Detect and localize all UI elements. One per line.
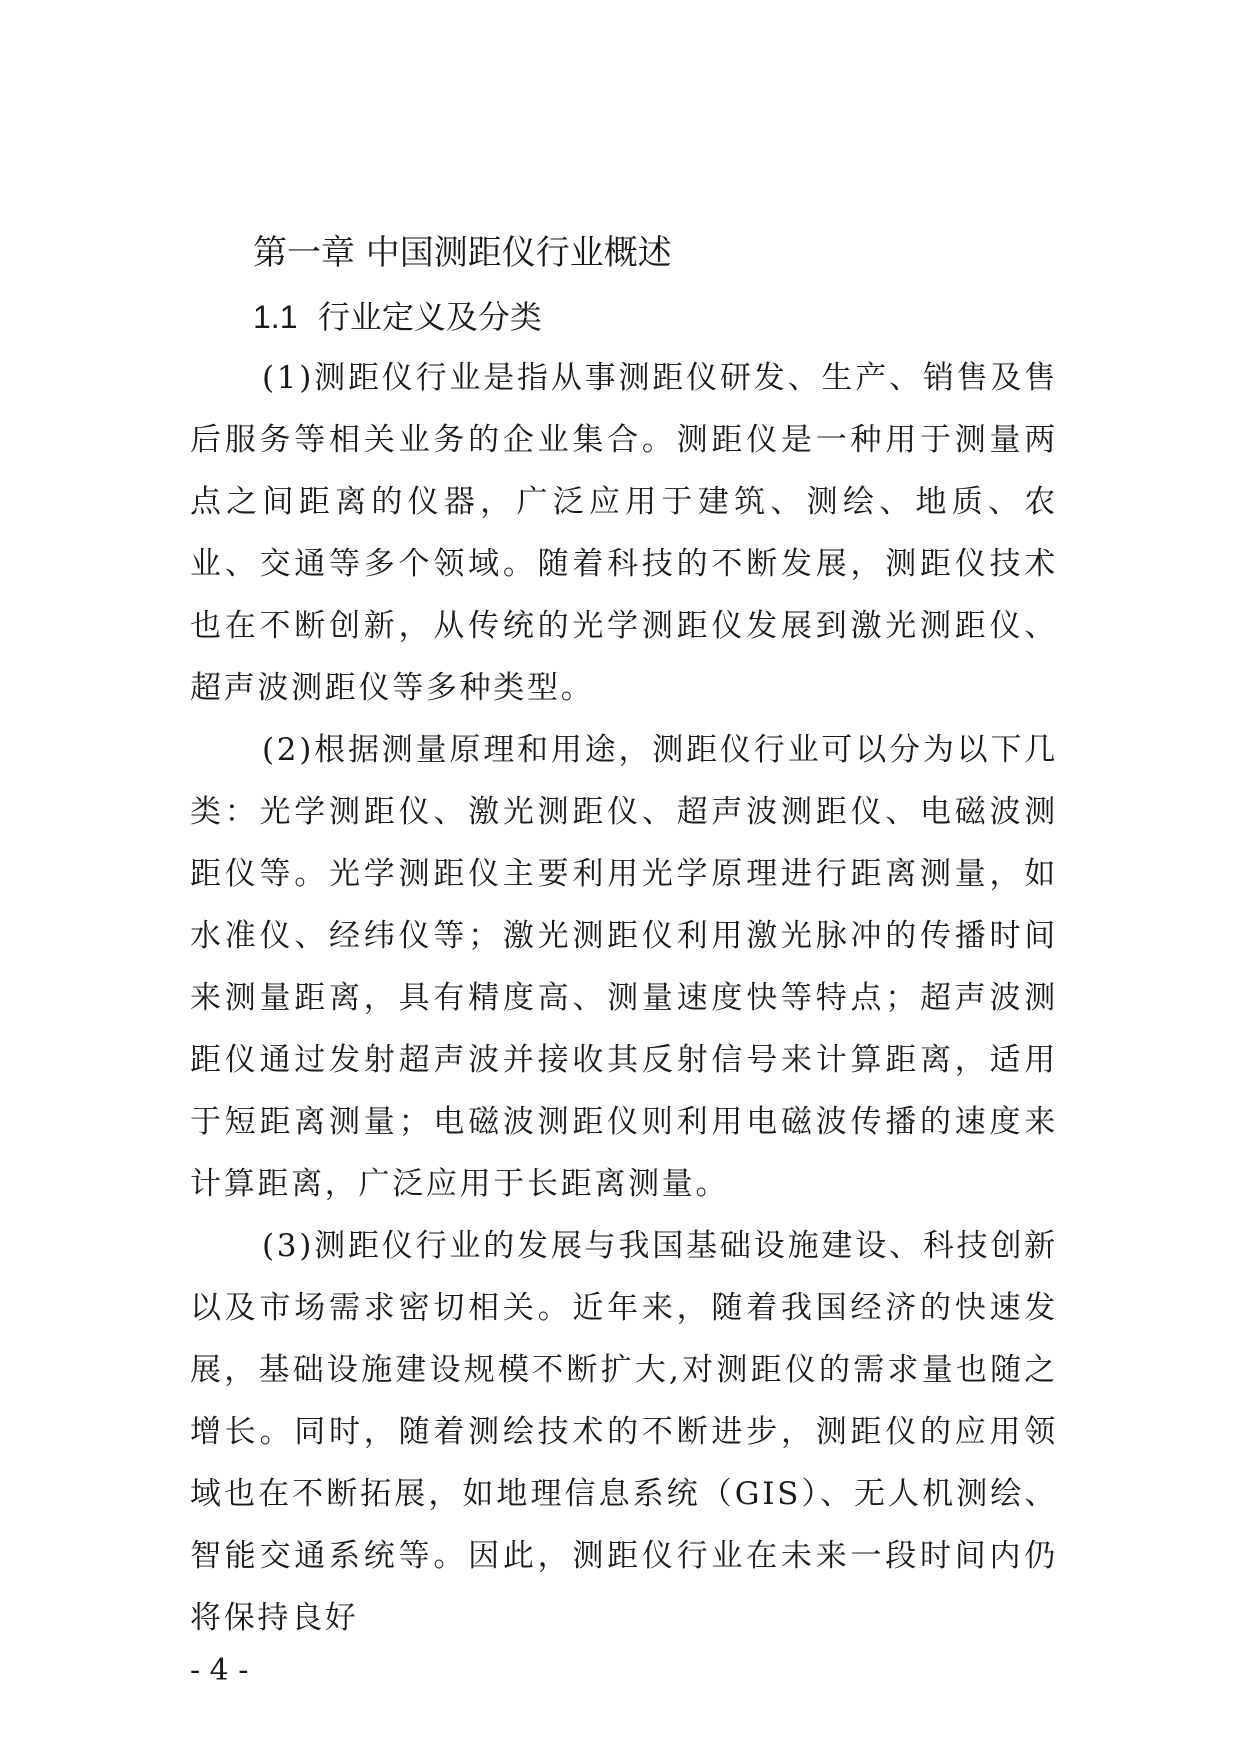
section-heading bbox=[253, 289, 1073, 345]
page-number: - 4 - bbox=[190, 1653, 249, 1688]
section-title: 行业定义及分类 bbox=[317, 298, 542, 336]
section-number: 1.1 bbox=[253, 299, 298, 335]
paragraph-3: (3)测距仪行业的发展与我国基础设施建设、科技创新以及市场需求密切相关。近年来，随着我国经济的快速发展，基础设施建设规模不断扩大,对测距仪的需求量也随之增长。同时，随着测绘技术的不断进步，测距仪的应用领域也在不断拓展，如地理信息系统（GIS）、无人机测绘、智能交通系统等。因此，测距仪行业在未来一段时间内仍将保持良好 bbox=[190, 1228, 1058, 1636]
paragraph-2: (2)根据测量原理和用途，测距仪行业可以分为以下几类：光学测距仪、激光测距仪、超声波测距仪、电磁波测距仪等。光学测距仪主要利用光学原理进行距离测量，如水准仪、经纬仪等；激光测距仪利用激光脉冲的传播时间来测量距离，具有精度高、测量速度快等特点；超声波测距仪通过发射超声波并接收其反射信号来计算距离，适用于短距离测量；电磁波测距仪则利用电磁波传播的速度来计算距离，广泛应用于长距离测量。 bbox=[190, 732, 1058, 1202]
paragraph-1: (1)测距仪行业是指从事测距仪研发、生产、销售及售后服务等相关业务的企业集合。测距仪是一种用于测量两点之间距离的仪器，广泛应用于建筑、测绘、地质、农业、交通等多个领域。随着科技的不断发展，测距仪技术也在不断创新，从传统的光学测距仪发展到激光测距仪、超声波测距仪等多种类型。 bbox=[190, 360, 1058, 706]
chapter-title: 第一章 中国测距仪行业概述 bbox=[253, 233, 672, 273]
